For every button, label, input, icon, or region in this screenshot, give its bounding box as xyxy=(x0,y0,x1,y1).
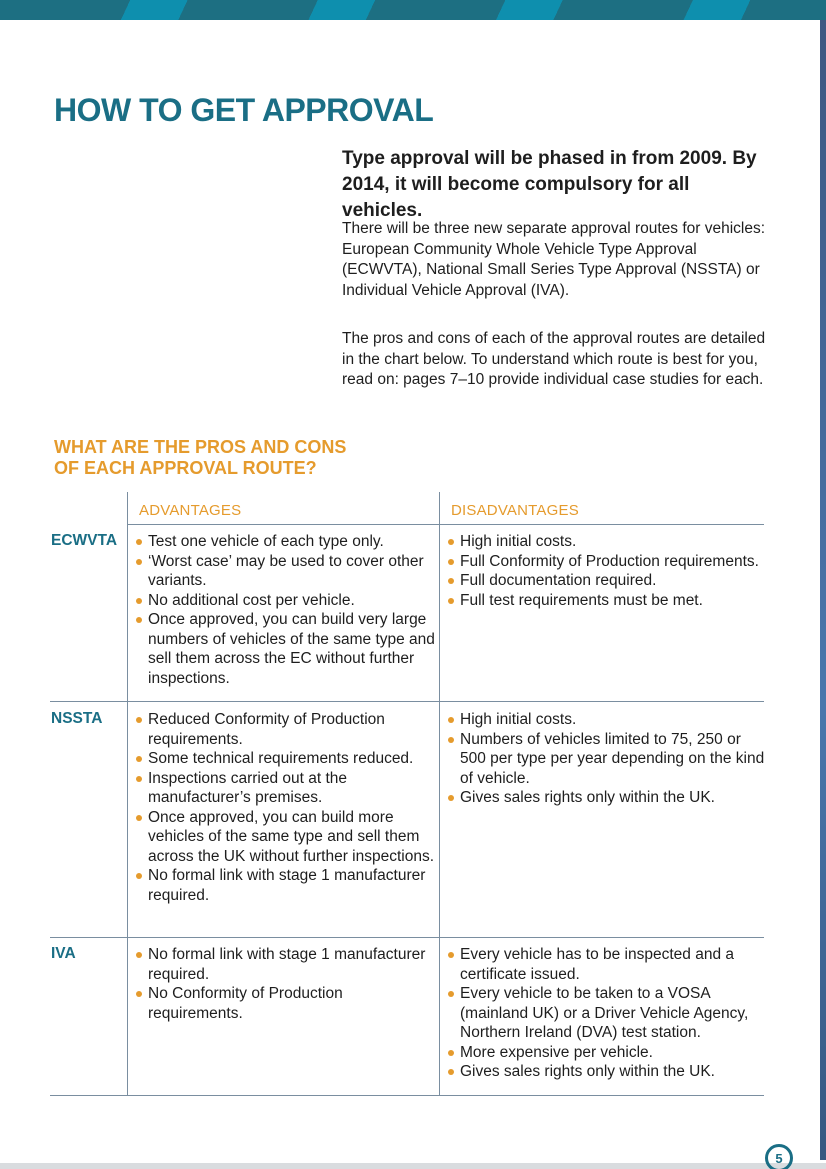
list-item: Full documentation required. xyxy=(447,571,765,591)
bottom-edge-strip xyxy=(0,1163,826,1169)
section-heading xyxy=(54,437,414,479)
header-disadvantages: DISADVANTAGES xyxy=(451,502,579,519)
section-heading-line-2: OF EACH APPROVAL ROUTE? xyxy=(54,458,317,478)
cell-nssta-disadvantages xyxy=(447,710,765,808)
list-item: Full Conformity of Production requirements. xyxy=(447,552,765,572)
list-item: No additional cost per vehicle. xyxy=(135,591,435,611)
table-divider-middle-col xyxy=(439,492,440,1096)
list-item: Some technical requirements reduced. xyxy=(135,749,435,769)
list-item: Full test requirements must be met. xyxy=(447,591,765,611)
list-item: Once approved, you can build more vehicles of the same type and sell them across the UK without further inspections. xyxy=(135,808,435,867)
top-decorative-band xyxy=(0,0,826,20)
list-item: Gives sales rights only within the UK. xyxy=(447,1062,765,1082)
row-label-ecwvta: ECWVTA xyxy=(51,532,118,549)
pros-cons-table xyxy=(50,492,765,1096)
list-item: Reduced Conformity of Production requirements. xyxy=(135,710,435,749)
table-rule-header-advantages xyxy=(127,524,439,525)
list-item: Every vehicle has to be inspected and a certificate issued. xyxy=(447,945,765,984)
cell-ecwvta-advantages xyxy=(135,532,435,688)
list-item: High initial costs. xyxy=(447,532,765,552)
table-rule-row-2 xyxy=(50,937,764,938)
section-heading-line-1: WHAT ARE THE PROS AND CONS xyxy=(54,437,347,457)
row-label-nssta: NSSTA xyxy=(51,710,103,727)
list-item: No formal link with stage 1 manufacturer required. xyxy=(135,945,435,984)
cell-ecwvta-disadvantages xyxy=(447,532,765,610)
table-rule-row-1 xyxy=(50,701,764,702)
list-item: High initial costs. xyxy=(447,710,765,730)
list-item: More expensive per vehicle. xyxy=(447,1043,765,1063)
cell-iva-disadvantages xyxy=(447,945,765,1082)
page-number: 5 xyxy=(765,1144,793,1169)
list-item: Gives sales rights only within the UK. xyxy=(447,788,765,808)
table-rule-bottom xyxy=(50,1095,764,1096)
table-divider-label-col xyxy=(127,492,128,1096)
list-item: Inspections carried out at the manufacturer’s premises. xyxy=(135,769,435,808)
list-item: Every vehicle to be taken to a VOSA (mainland UK) or a Driver Vehicle Agency, Northern Ireland (DVA) test station. xyxy=(447,984,765,1043)
right-edge-band xyxy=(820,20,826,1160)
cell-nssta-advantages xyxy=(135,710,435,905)
intro-paragraph-routes: There will be three new separate approval routes for vehicles: European Community Whole Vehicle Type Approval (ECWVTA), National Small Series Type Approval (NSSTA) or Individual Vehicle Approval (IVA). xyxy=(342,220,766,299)
intro-lead: Type approval will be phased in from 2009. By 2014, it will become compulsory for all vehicles. xyxy=(342,148,757,221)
cell-iva-advantages xyxy=(135,945,435,1023)
list-item: No Conformity of Production requirements. xyxy=(135,984,435,1023)
list-item: ‘Worst case’ may be used to cover other variants. xyxy=(135,552,435,591)
intro-paragraph-pros-cons: The pros and cons of each of the approval routes are detailed in the chart below. To understand which route is best for you, read on: pages 7–10 provide individual case studies for each. xyxy=(342,330,766,388)
list-item: Numbers of vehicles limited to 75, 250 or 500 per type per year depending on the kind of vehicle. xyxy=(447,730,765,789)
row-label-iva: IVA xyxy=(51,945,76,962)
header-advantages: ADVANTAGES xyxy=(139,502,242,519)
list-item: Test one vehicle of each type only. xyxy=(135,532,435,552)
table-rule-header-disadvantages xyxy=(439,524,764,525)
page-title: HOW TO GET APPROVAL xyxy=(54,92,434,128)
list-item: Once approved, you can build very large numbers of vehicles of the same type and sell them across the EC without further inspections. xyxy=(135,610,435,688)
list-item: No formal link with stage 1 manufacturer required. xyxy=(135,866,435,905)
